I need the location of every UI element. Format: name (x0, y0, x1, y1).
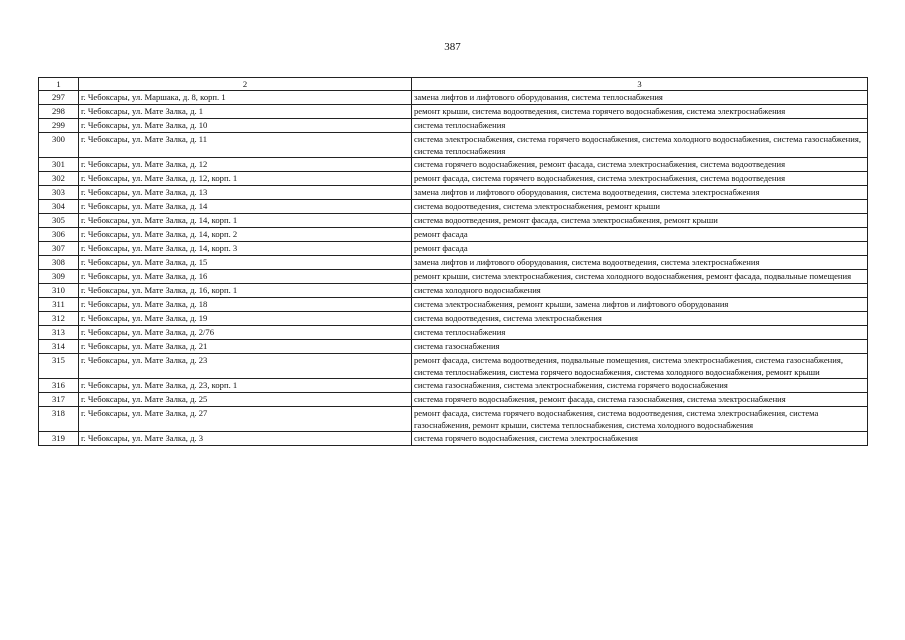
address-cell: г. Чебоксары, ул. Мате Залка, д. 10 (79, 119, 412, 133)
row-number-cell: 311 (39, 298, 79, 312)
table-row (39, 270, 868, 284)
works-cell: ремонт фасада (412, 228, 868, 242)
table-row (39, 354, 868, 379)
registry-table (38, 77, 868, 446)
row-number-cell: 301 (39, 158, 79, 172)
row-number-cell: 300 (39, 133, 79, 158)
table-row (39, 91, 868, 105)
row-number-cell: 307 (39, 242, 79, 256)
page-number: 387 (444, 41, 461, 53)
address-cell: г. Чебоксары, ул. Мате Залка, д. 27 (79, 407, 412, 432)
row-number-cell: 316 (39, 379, 79, 393)
table-header-row (39, 78, 868, 91)
row-number-cell: 302 (39, 172, 79, 186)
column-header: 2 (79, 78, 412, 91)
row-number-cell: 310 (39, 284, 79, 298)
table-row (39, 284, 868, 298)
table-row (39, 242, 868, 256)
address-cell: г. Чебоксары, ул. Мате Залка, д. 14, корп. 3 (79, 242, 412, 256)
table-row (39, 119, 868, 133)
address-cell: г. Чебоксары, ул. Маршака, д. 8, корп. 1 (79, 91, 412, 105)
column-header: 1 (39, 78, 79, 91)
address-cell: г. Чебоксары, ул. Мате Залка, д. 21 (79, 340, 412, 354)
row-number-cell: 298 (39, 105, 79, 119)
table-row (39, 105, 868, 119)
row-number-cell: 308 (39, 256, 79, 270)
address-cell: г. Чебоксары, ул. Мате Залка, д. 14, корп. 1 (79, 214, 412, 228)
works-cell: система газоснабжения, система электроснабжения, система горячего водоснабжения (412, 379, 868, 393)
table-row (39, 393, 868, 407)
works-cell: система теплоснабжения (412, 326, 868, 340)
address-cell: г. Чебоксары, ул. Мате Залка, д. 12, корп. 1 (79, 172, 412, 186)
row-number-cell: 313 (39, 326, 79, 340)
address-cell: г. Чебоксары, ул. Мате Залка, д. 16, корп. 1 (79, 284, 412, 298)
table-row (39, 133, 868, 158)
address-cell: г. Чебоксары, ул. Мате Залка, д. 14, корп. 2 (79, 228, 412, 242)
row-number-cell: 306 (39, 228, 79, 242)
row-number-cell: 297 (39, 91, 79, 105)
table-row (39, 228, 868, 242)
address-cell: г. Чебоксары, ул. Мате Залка, д. 2/76 (79, 326, 412, 340)
row-number-cell: 318 (39, 407, 79, 432)
works-cell: система газоснабжения (412, 340, 868, 354)
works-cell: ремонт фасада, система водоотведения, подвальные помещения, система электроснабжения, система газоснабжения, система теплоснабжения, система горячего водоснабжения, система холодного водоснабжения, ремонт крыши (412, 354, 868, 379)
address-cell: г. Чебоксары, ул. Мате Залка, д. 12 (79, 158, 412, 172)
address-cell: г. Чебоксары, ул. Мате Залка, д. 11 (79, 133, 412, 158)
table-row (39, 172, 868, 186)
row-number-cell: 304 (39, 200, 79, 214)
address-cell: г. Чебоксары, ул. Мате Залка, д. 25 (79, 393, 412, 407)
row-number-cell: 319 (39, 432, 79, 446)
works-cell: система горячего водоснабжения, ремонт фасада, система газоснабжения, система электроснабжения (412, 393, 868, 407)
row-number-cell: 303 (39, 186, 79, 200)
works-cell: ремонт фасада, система горячего водоснабжения, система водоотведения, система электроснабжения, система газоснабжения, ремонт крыши, система теплоснабжения, система холодного водоснабжения (412, 407, 868, 432)
row-number-cell: 309 (39, 270, 79, 284)
works-cell: система холодного водоснабжения (412, 284, 868, 298)
table-row (39, 214, 868, 228)
address-cell: г. Чебоксары, ул. Мате Залка, д. 23, корп. 1 (79, 379, 412, 393)
table-row (39, 256, 868, 270)
address-cell: г. Чебоксары, ул. Мате Залка, д. 13 (79, 186, 412, 200)
table-row (39, 200, 868, 214)
row-number-cell: 305 (39, 214, 79, 228)
address-cell: г. Чебоксары, ул. Мате Залка, д. 1 (79, 105, 412, 119)
table-row (39, 379, 868, 393)
works-cell: замена лифтов и лифтового оборудования, система теплоснабжения (412, 91, 868, 105)
works-cell: ремонт фасада (412, 242, 868, 256)
table-row (39, 298, 868, 312)
works-cell: замена лифтов и лифтового оборудования, система водоотведения, система электроснабжения (412, 186, 868, 200)
address-cell: г. Чебоксары, ул. Мате Залка, д. 14 (79, 200, 412, 214)
table-row (39, 186, 868, 200)
address-cell: г. Чебоксары, ул. Мате Залка, д. 18 (79, 298, 412, 312)
table-row (39, 340, 868, 354)
table-row (39, 312, 868, 326)
address-cell: г. Чебоксары, ул. Мате Залка, д. 15 (79, 256, 412, 270)
works-cell: система водоотведения, система электроснабжения (412, 312, 868, 326)
works-cell: система водоотведения, ремонт фасада, система электроснабжения, ремонт крыши (412, 214, 868, 228)
table-row (39, 158, 868, 172)
table-row (39, 407, 868, 432)
table-row (39, 432, 868, 446)
row-number-cell: 317 (39, 393, 79, 407)
address-cell: г. Чебоксары, ул. Мате Залка, д. 16 (79, 270, 412, 284)
row-number-cell: 312 (39, 312, 79, 326)
row-number-cell: 299 (39, 119, 79, 133)
row-number-cell: 314 (39, 340, 79, 354)
works-cell: ремонт фасада, система горячего водоснабжения, система электроснабжения, система водоотведения (412, 172, 868, 186)
works-cell: система горячего водоснабжения, система электроснабжения (412, 432, 868, 446)
address-cell: г. Чебоксары, ул. Мате Залка, д. 3 (79, 432, 412, 446)
works-cell: ремонт крыши, система водоотведения, система горячего водоснабжения, система электроснабжения (412, 105, 868, 119)
works-cell: ремонт крыши, система электроснабжения, система холодного водоснабжения, ремонт фасада, подвальные помещения (412, 270, 868, 284)
works-cell: система горячего водоснабжения, ремонт фасада, система электроснабжения, система водоотведения (412, 158, 868, 172)
works-cell: система водоотведения, система электроснабжения, ремонт крыши (412, 200, 868, 214)
works-cell: система электроснабжения, ремонт крыши, замена лифтов и лифтового оборудования (412, 298, 868, 312)
row-number-cell: 315 (39, 354, 79, 379)
works-cell: замена лифтов и лифтового оборудования, система водоотведения, система электроснабжения (412, 256, 868, 270)
works-cell: система электроснабжения, система горячего водоснабжения, система холодного водоснабжения, система газоснабжения, система теплоснабжения (412, 133, 868, 158)
table-row (39, 326, 868, 340)
works-cell: система теплоснабжения (412, 119, 868, 133)
address-cell: г. Чебоксары, ул. Мате Залка, д. 23 (79, 354, 412, 379)
address-cell: г. Чебоксары, ул. Мате Залка, д. 19 (79, 312, 412, 326)
column-header: 3 (412, 78, 868, 91)
